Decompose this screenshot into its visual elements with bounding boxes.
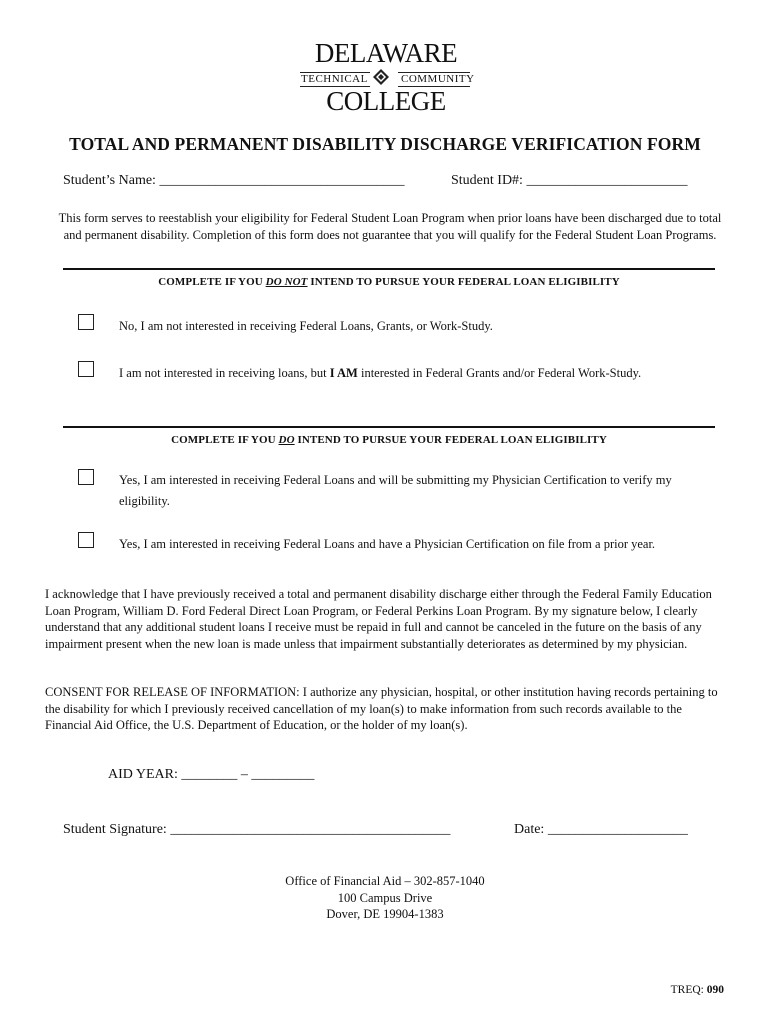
office-line-phone: Office of Financial Aid – 302-857-1040 [285, 874, 485, 888]
option-submit-certification: Yes, I am interested in receiving Federal Loans and will be submitting my Physician Certification to verify my eligibility. [119, 473, 672, 508]
section-divider [63, 426, 715, 428]
form-code-label: TREQ: [670, 984, 704, 996]
section-heading-not-pursue: COMPLETE IF YOU DO NOT INTEND TO PURSUE YOUR FEDERAL LOAN ELIGIBILITY [158, 276, 620, 288]
form-code [671, 984, 724, 996]
form-title: TOTAL AND PERMANENT DISABILITY DISCHARGE VERIFICATION FORM [69, 134, 701, 154]
option-not-interested-all: No, I am not interested in receiving Federal Loans, Grants, or Work-Study. [119, 319, 493, 333]
acknowledgement-paragraph: I acknowledge that I have previously received a total and permanent disability discharge either through the Federal Family Education Loan Program, William D. Ford Federal Direct Loan Program, or Federal Perkins Loan Program. By my signature below, I clearly understand that any additional student loans I receive must be repaid in full and cannot be canceled in the future on the basis of any impairment present when the new loan is made unless that impairment substantially deteriorates as determined by my physician. [45, 587, 712, 651]
emphasis-do: DO [278, 434, 295, 446]
checkbox-grants-only[interactable] [78, 361, 94, 377]
emphasis-do-not: DO NOT [265, 276, 308, 288]
office-line-street: 100 Campus Drive [337, 890, 433, 905]
signature-row [63, 822, 450, 838]
aid-year-row [108, 767, 314, 783]
checkbox-not-interested-all[interactable] [78, 314, 94, 330]
student-name-row [63, 173, 404, 189]
form-code-value: 090 [706, 984, 724, 996]
college-logo [0, 40, 770, 114]
checkbox-certification-on-file[interactable] [78, 532, 94, 548]
logo-line-delaware: DELAWARE [314, 38, 458, 68]
date-row [514, 822, 688, 838]
office-address [0, 873, 770, 923]
logo-word-technical: TECHNICAL [301, 73, 368, 85]
student-id-label: Student ID#: [451, 173, 523, 188]
aid-year-label: AID YEAR: [108, 767, 178, 782]
signature-label: Student Signature: [63, 822, 167, 837]
student-name-label: Student’s Name: [63, 173, 156, 188]
consent-paragraph: CONSENT FOR RELEASE OF INFORMATION: I authorize any physician, hospital, or other institution having records pertaining to the disability for which I previously received cancellation of my loan(s) to make information from such records available to the Financial Aid Office, the U.S. Department of Education, or the holder of my loan(s). [45, 685, 718, 732]
signature-field[interactable]: ________________________________________ [170, 822, 451, 837]
date-label: Date: [514, 822, 545, 837]
logo-diamond-icon [373, 69, 389, 85]
student-name-field[interactable]: ___________________________________ [159, 173, 405, 188]
option-grants-only: I am not interested in receiving loans, but I AM interested in Federal Grants and/or Federal Work-Study. [119, 366, 642, 380]
aid-year-field[interactable]: ________ – _________ [181, 767, 315, 782]
checkbox-submit-certification[interactable] [78, 469, 94, 485]
intro-paragraph: This form serves to reestablish your eligibility for Federal Student Loan Program when prior loans have been discharged due to total and permanent disability. Completion of this form does not guarantee that you will qualify for the Federal Student Loan Programs. [58, 211, 722, 242]
section-heading-pursue: COMPLETE IF YOU DO INTEND TO PURSUE YOUR FEDERAL LOAN ELIGIBILITY [171, 434, 607, 446]
section-divider [63, 268, 715, 270]
student-id-field[interactable]: _______________________ [526, 173, 688, 188]
office-line-city: Dover, DE 19904-1383 [326, 907, 444, 921]
logo-line-college: COLLEGE [326, 86, 446, 116]
date-field[interactable]: ____________________ [547, 822, 688, 837]
logo-word-community: COMMUNITY [401, 73, 475, 85]
student-id-row [451, 173, 687, 189]
option-certification-on-file: Yes, I am interested in receiving Federal Loans and have a Physician Certification on file from a prior year. [119, 537, 656, 551]
